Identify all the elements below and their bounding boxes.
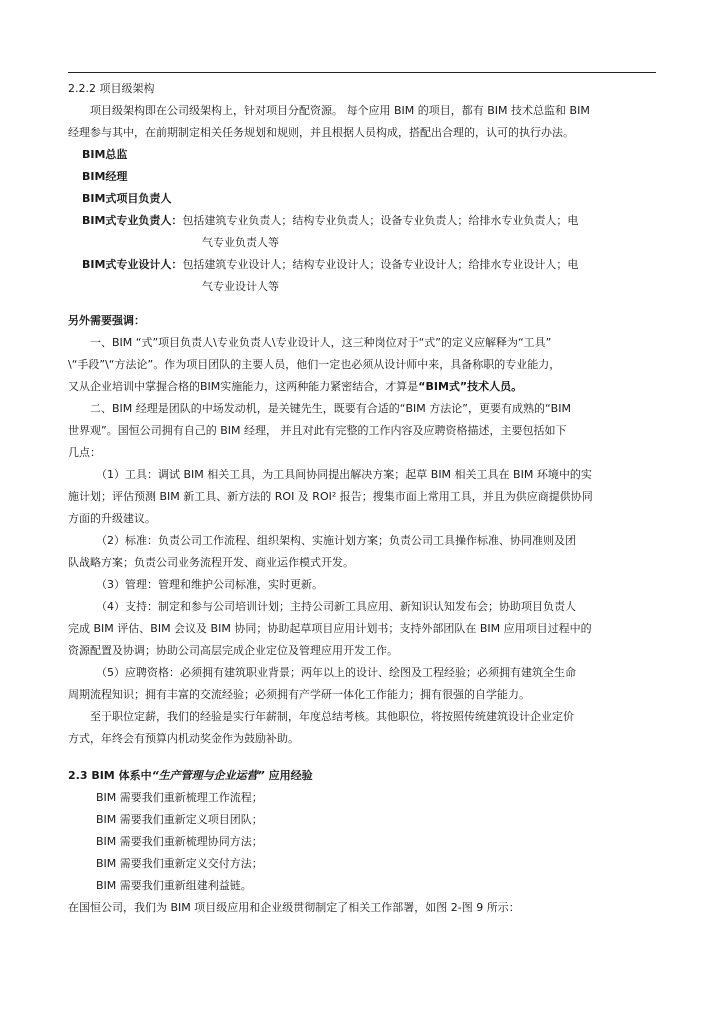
intro-line-1: 项目级架构即在公司级架构上，针对项目分配资源。 每个应用 BIM 的项目，都有 BIM 技术总监和 BIM xyxy=(90,104,590,117)
duty-1-line-1: （1）工具：调试 BIM 相关工具，为工具间协同提出解决方案；起草 BIM 相关工具在 BIM 环境中的实 xyxy=(96,468,592,481)
list-item: BIM 需要我们重新定义交付方法； xyxy=(96,857,263,870)
role-title: BIM式专业设计人： xyxy=(82,258,183,271)
section-2-2-2-title: 2.2.2 项目级架构 xyxy=(68,82,155,95)
section-2-3-title-prefix: 2.3 BIM 体系中 xyxy=(68,769,152,782)
list-item: BIM 需要我们重新梳理协同方法； xyxy=(96,835,263,848)
emphasis-p1-line-1: 一、BIM “式”项目负责人\专业负责人\专业设计人，这三种岗位对于“式”的定义应解释为“工具” xyxy=(90,336,552,349)
role-bim-discipline-designer-cont: 气专业设计人等 xyxy=(202,280,279,293)
list-item: BIM 需要我们重新梳理工作流程； xyxy=(96,791,263,804)
role-bim-project-lead: BIM式项目负责人 xyxy=(82,192,172,205)
duty-5-line-1: （5）应聘资格：必须拥有建筑职业背景；两年以上的设计、绘图及工程经验；必须拥有建筑全生命 xyxy=(96,666,576,679)
duty-2-line-1: （2）标准：负责公司工作流程、组织架构、实施计划方案；负责公司工具操作标准、协同准则及团 xyxy=(96,534,576,547)
emphasis-p1-line-3 xyxy=(68,376,658,398)
closing-line: 在国恒公司，我们为 BIM 项目级应用和企业级贯彻制定了相关工作部署，如图 2-图 9 所示： xyxy=(68,901,520,914)
role-bim-discipline-designer xyxy=(68,254,658,276)
duty-4-line-1: （4）支持：制定和参与公司培训计划；主持公司新工具应用、新知识认知发布会；协助项目负责人 xyxy=(96,600,576,613)
duty-1-line-2: 施计划；评估预测 BIM 新工具、新方法的 ROI 及 ROI² 报告；搜集市面上常用工具，并且为供应商提供协同 xyxy=(68,490,593,503)
duty-4-line-2: 完成 BIM 评估、BIM 会议及 BIM 协同；协助起草项目应用计划书；支持外部团队在 BIM 应用项目过程中的 xyxy=(68,622,592,635)
role-bim-manager: BIM经理 xyxy=(82,170,128,183)
duty-1-line-3: 方面的升级建议。 xyxy=(68,512,156,525)
duty-3-line-1: （3）管理：管理和维护公司标准，实时更新。 xyxy=(96,578,323,591)
emphasis-p2-line-2: 世界观”。国恒公司拥有自己的 BIM 经理， 并且对此有完整的工作内容及应聘资格描述，主要包括如下 xyxy=(68,424,567,437)
role-bim-discipline-lead-cont: 气专业负责人等 xyxy=(202,236,279,249)
emphasis-p1-line-2: \“手段”\“方法论”。作为项目团队的主要人员，他们一定也必须从设计师中来，具备称职的专业能力， xyxy=(68,358,561,371)
section-2-3-title xyxy=(68,765,658,787)
salary-line-2: 方式，年终会有预算内机动奖金作为鼓励补助。 xyxy=(68,732,299,745)
role-desc: 包括建筑专业设计人；结构专业设计人；设备专业设计人；给排水专业设计人；电 xyxy=(182,258,579,271)
duty-2-line-2: 队战略方案；负责公司业务流程开发、商业运作模式开发。 xyxy=(68,556,354,569)
document-body xyxy=(68,78,658,919)
role-title: BIM式专业负责人： xyxy=(82,214,183,227)
list-item: BIM 需要我们重新定义项目团队； xyxy=(96,813,263,826)
emphasis-heading: 另外需要强调： xyxy=(68,314,145,327)
role-bim-director: BIM总监 xyxy=(82,148,128,161)
duty-5-line-2: 周期流程知识；拥有丰富的交流经验；必须拥有产学研一体化工作能力；拥有很强的自学能力。 xyxy=(68,688,530,701)
emphasis-p2-line-1: 二、BIM 经理是团队的中场发动机，是关键先生，既要有合适的“BIM 方法论”，更要有成熟的“BIM xyxy=(90,402,571,415)
section-2-3-title-italic: “生产管理与企业运营” xyxy=(151,769,265,782)
intro-line-2: 经理参与其中，在前期制定相关任务规划和规则，并且根据人员构成，搭配出合理的，认可的执行办法。 xyxy=(68,126,574,139)
emphasis-p2-line-3: 几点： xyxy=(68,446,101,459)
role-bim-discipline-lead xyxy=(68,210,658,232)
list-item: BIM 需要我们重新组建利益链。 xyxy=(96,879,252,892)
duty-4-line-3: 资源配置及协调；协助公司高层完成企业定位及管理应用开发工作。 xyxy=(68,644,398,657)
section-2-3-title-suffix: 应用经验 xyxy=(264,769,313,782)
salary-line-1: 至于职位定薪，我们的经验是实行年薪制，年度总结考核。其他职位，将按照传统建筑设计企业定价 xyxy=(90,710,574,723)
emphasis-p1-text: 又从企业培训中掌握合格的BIM实施能力，这两种能力紧密结合，才算是 xyxy=(68,380,419,393)
emphasis-p1-bold: “BIM式”技术人员。 xyxy=(418,380,523,393)
role-desc: 包括建筑专业负责人；结构专业负责人；设备专业负责人；给排水专业负责人；电 xyxy=(182,214,579,227)
header-rule xyxy=(68,72,656,73)
